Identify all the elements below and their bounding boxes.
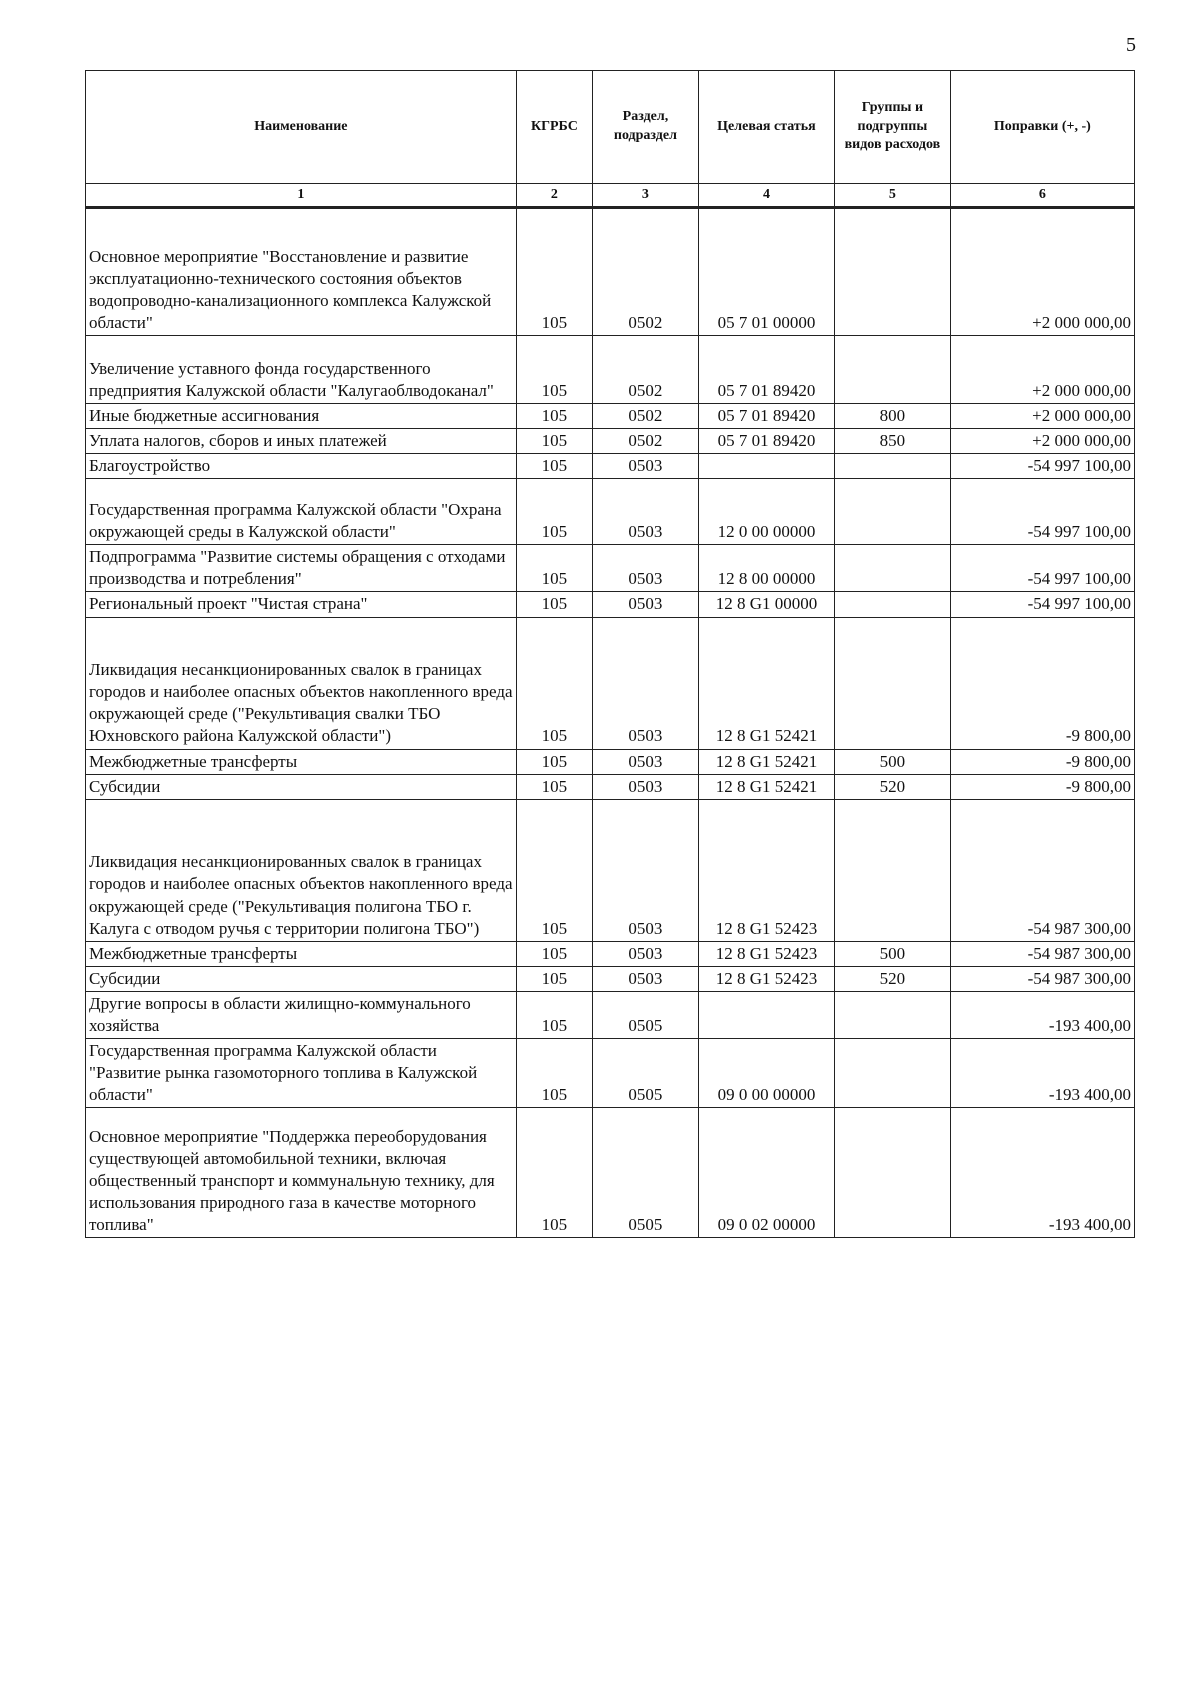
row-kgrbs: 105 <box>516 799 592 941</box>
row-name: Государственная программа Калужской области "Развитие рынка газомоторного топлива в Калужской области" <box>86 1039 517 1108</box>
table-row <box>86 592 1135 617</box>
header-groups: Группы и подгруппы видов расходов <box>835 71 951 184</box>
table-row <box>86 429 1135 454</box>
table-row <box>86 1108 1135 1238</box>
row-expense-group <box>835 592 951 617</box>
table-row <box>86 941 1135 966</box>
row-amendment-amount: +2 000 000,00 <box>950 336 1134 404</box>
row-amendment-amount: +2 000 000,00 <box>950 404 1134 429</box>
row-name: Увеличение уставного фонда государственного предприятия Калужской области "Калугаоблводоканал" <box>86 336 517 404</box>
row-amendment-amount: -193 400,00 <box>950 991 1134 1038</box>
row-target-article: 12 8 G1 52421 <box>698 749 834 774</box>
row-name: Основное мероприятие "Восстановление и развитие эксплуатационно-технического состояния объектов водопроводно-канализационного комплекса Калужской области" <box>86 208 517 336</box>
row-target-article: 12 8 G1 52421 <box>698 774 834 799</box>
row-amendment-amount: -193 400,00 <box>950 1039 1134 1108</box>
row-target-article: 12 8 G1 52423 <box>698 966 834 991</box>
table-row <box>86 991 1135 1038</box>
row-name: Межбюджетные трансферты <box>86 941 517 966</box>
row-section: 0505 <box>593 1039 699 1108</box>
row-section: 0503 <box>593 592 699 617</box>
row-target-article <box>698 991 834 1038</box>
row-name: Региональный проект "Чистая страна" <box>86 592 517 617</box>
column-number: 4 <box>698 184 834 208</box>
table-row <box>86 336 1135 404</box>
row-name: Подпрограмма "Развитие системы обращения с отходами производства и потребления" <box>86 545 517 592</box>
row-target-article: 05 7 01 00000 <box>698 208 834 336</box>
row-kgrbs: 105 <box>516 545 592 592</box>
row-name: Благоустройство <box>86 454 517 479</box>
row-name: Межбюджетные трансферты <box>86 749 517 774</box>
row-amendment-amount: -193 400,00 <box>950 1108 1134 1238</box>
row-section: 0503 <box>593 479 699 545</box>
row-kgrbs: 105 <box>516 1108 592 1238</box>
row-expense-group: 520 <box>835 966 951 991</box>
column-number-row <box>86 184 1135 208</box>
row-kgrbs: 105 <box>516 991 592 1038</box>
row-name: Государственная программа Калужской области "Охрана окружающей среды в Калужской области" <box>86 479 517 545</box>
row-kgrbs: 105 <box>516 966 592 991</box>
table-row <box>86 749 1135 774</box>
table-row <box>86 966 1135 991</box>
row-name: Другие вопросы в области жилищно-коммунального хозяйства <box>86 991 517 1038</box>
row-amendment-amount: -9 800,00 <box>950 749 1134 774</box>
row-expense-group: 500 <box>835 941 951 966</box>
row-section: 0503 <box>593 799 699 941</box>
row-section: 0502 <box>593 404 699 429</box>
row-kgrbs: 105 <box>516 336 592 404</box>
row-expense-group <box>835 336 951 404</box>
row-name: Субсидии <box>86 774 517 799</box>
row-kgrbs: 105 <box>516 941 592 966</box>
row-amendment-amount: -54 987 300,00 <box>950 941 1134 966</box>
row-expense-group <box>835 799 951 941</box>
row-section: 0503 <box>593 966 699 991</box>
row-amendment-amount: +2 000 000,00 <box>950 208 1134 336</box>
row-target-article: 12 8 G1 52423 <box>698 941 834 966</box>
table-row <box>86 617 1135 749</box>
row-target-article: 12 8 G1 52423 <box>698 799 834 941</box>
row-amendment-amount: -54 997 100,00 <box>950 545 1134 592</box>
row-amendment-amount: -54 987 300,00 <box>950 799 1134 941</box>
row-amendment-amount: -54 997 100,00 <box>950 479 1134 545</box>
row-kgrbs: 105 <box>516 479 592 545</box>
row-kgrbs: 105 <box>516 208 592 336</box>
row-kgrbs: 105 <box>516 749 592 774</box>
row-expense-group: 520 <box>835 774 951 799</box>
table-row <box>86 479 1135 545</box>
header-amendments: Поправки (+, -) <box>950 71 1134 184</box>
row-amendment-amount: -9 800,00 <box>950 774 1134 799</box>
row-expense-group: 800 <box>835 404 951 429</box>
row-name: Иные бюджетные ассигнования <box>86 404 517 429</box>
row-section: 0505 <box>593 991 699 1038</box>
table-row <box>86 208 1135 336</box>
row-target-article: 12 8 G1 00000 <box>698 592 834 617</box>
row-expense-group: 500 <box>835 749 951 774</box>
row-name: Уплата налогов, сборов и иных платежей <box>86 429 517 454</box>
row-expense-group <box>835 479 951 545</box>
row-target-article: 12 8 00 00000 <box>698 545 834 592</box>
column-number: 2 <box>516 184 592 208</box>
row-section: 0503 <box>593 454 699 479</box>
row-target-article: 09 0 00 00000 <box>698 1039 834 1108</box>
page-number: 5 <box>1126 34 1136 56</box>
table-row <box>86 774 1135 799</box>
table-body <box>86 208 1135 1238</box>
row-target-article: 05 7 01 89420 <box>698 404 834 429</box>
row-kgrbs: 105 <box>516 617 592 749</box>
row-name: Ликвидация несанкционированных свалок в границах городов и наиболее опасных объектов накопленного вреда окружающей среде ("Рекультивация свалки ТБО Юхновского района Калужской области") <box>86 617 517 749</box>
row-section: 0503 <box>593 617 699 749</box>
row-expense-group <box>835 991 951 1038</box>
row-expense-group <box>835 617 951 749</box>
row-expense-group <box>835 1108 951 1238</box>
table-row <box>86 1039 1135 1108</box>
column-number: 6 <box>950 184 1134 208</box>
table-row <box>86 454 1135 479</box>
row-amendment-amount: -9 800,00 <box>950 617 1134 749</box>
row-amendment-amount: -54 997 100,00 <box>950 454 1134 479</box>
row-target-article <box>698 454 834 479</box>
row-kgrbs: 105 <box>516 429 592 454</box>
row-expense-group <box>835 208 951 336</box>
row-section: 0502 <box>593 336 699 404</box>
row-target-article: 09 0 02 00000 <box>698 1108 834 1238</box>
row-section: 0503 <box>593 774 699 799</box>
column-number: 5 <box>835 184 951 208</box>
row-kgrbs: 105 <box>516 404 592 429</box>
row-section: 0502 <box>593 208 699 336</box>
row-amendment-amount: -54 997 100,00 <box>950 592 1134 617</box>
row-expense-group <box>835 1039 951 1108</box>
row-name: Субсидии <box>86 966 517 991</box>
row-amendment-amount: +2 000 000,00 <box>950 429 1134 454</box>
header-name: Наименование <box>86 71 517 184</box>
row-target-article: 05 7 01 89420 <box>698 429 834 454</box>
row-expense-group <box>835 454 951 479</box>
column-number: 1 <box>86 184 517 208</box>
row-expense-group: 850 <box>835 429 951 454</box>
row-expense-group <box>835 545 951 592</box>
row-name: Основное мероприятие "Поддержка переоборудования существующей автомобильной техники, включая общественный транспорт и коммунальную технику, для использования природного газа в качестве моторного топлива" <box>86 1108 517 1238</box>
row-section: 0502 <box>593 429 699 454</box>
row-name: Ликвидация несанкционированных свалок в границах городов и наиболее опасных объектов накопленного вреда окружающей среде ("Рекультивация полигона ТБО г. Калуга с отводом ручья с территории полигона ТБО") <box>86 799 517 941</box>
table-row <box>86 799 1135 941</box>
table-row <box>86 545 1135 592</box>
row-amendment-amount: -54 987 300,00 <box>950 966 1134 991</box>
budget-amendments-table <box>85 70 1135 1238</box>
row-target-article: 05 7 01 89420 <box>698 336 834 404</box>
row-section: 0503 <box>593 749 699 774</box>
column-number: 3 <box>593 184 699 208</box>
row-section: 0503 <box>593 545 699 592</box>
header-row <box>86 71 1135 184</box>
row-target-article: 12 0 00 00000 <box>698 479 834 545</box>
row-target-article: 12 8 G1 52421 <box>698 617 834 749</box>
row-section: 0505 <box>593 1108 699 1238</box>
row-kgrbs: 105 <box>516 592 592 617</box>
header-kgrbs: КГРБС <box>516 71 592 184</box>
table-row <box>86 404 1135 429</box>
row-kgrbs: 105 <box>516 454 592 479</box>
row-kgrbs: 105 <box>516 774 592 799</box>
row-kgrbs: 105 <box>516 1039 592 1108</box>
header-target: Целевая статья <box>698 71 834 184</box>
header-section: Раздел, подраздел <box>593 71 699 184</box>
row-section: 0503 <box>593 941 699 966</box>
